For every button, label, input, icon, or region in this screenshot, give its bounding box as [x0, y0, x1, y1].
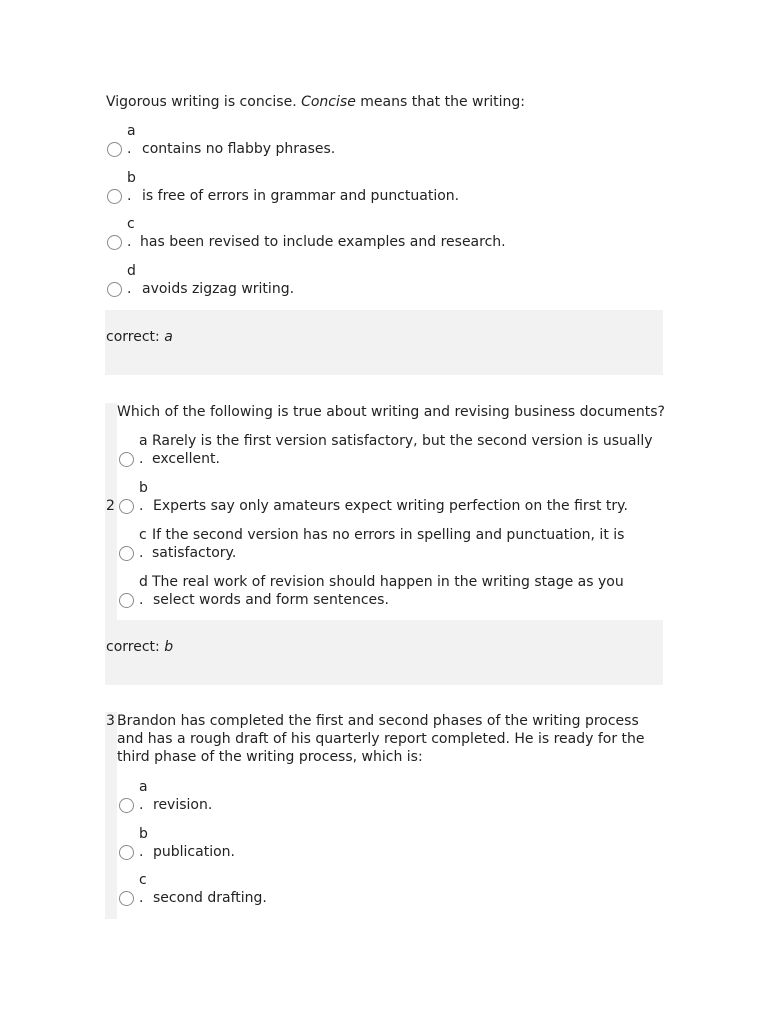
question-1-option-c[interactable]: [106, 215, 526, 253]
question-2-feedback: [105, 620, 663, 685]
question-3-option-a[interactable]: [117, 778, 517, 816]
question-1-option-b[interactable]: [106, 169, 526, 207]
option-letter: d: [127, 263, 136, 279]
question-1-stem: [106, 93, 525, 111]
option-letter: b: [139, 480, 148, 496]
option-letter: a: [127, 123, 136, 139]
correct-label-text: correct:: [106, 639, 165, 655]
option-letter: a: [139, 779, 148, 795]
correct-answer-value: a: [164, 329, 173, 345]
radio-button[interactable]: [107, 142, 122, 157]
option-text-line2: excellent.: [152, 451, 220, 467]
option-text-line2: select words and form sentences.: [153, 592, 389, 608]
option-letter: c: [139, 527, 147, 543]
option-dot: .: [139, 498, 144, 514]
question-3-option-c[interactable]: [117, 871, 517, 909]
option-dot: .: [139, 592, 144, 608]
option-text: avoids zigzag writing.: [142, 281, 295, 297]
option-letter: c: [127, 216, 135, 232]
option-letter: d: [139, 574, 148, 590]
option-dot: .: [139, 451, 144, 467]
option-text-line1: Rarely is the first version satisfactory, but the second version is usually: [152, 433, 653, 449]
option-dot: .: [127, 281, 132, 297]
option-text: revision.: [153, 797, 213, 813]
question-3-stem: [117, 712, 645, 766]
question-1-option-a[interactable]: [106, 122, 526, 160]
option-text: has been revised to include examples and research.: [140, 234, 506, 250]
question-3-bar: [105, 712, 117, 919]
option-dot: .: [139, 545, 144, 561]
option-dot: .: [139, 844, 144, 860]
option-dot: .: [139, 890, 144, 906]
radio-button[interactable]: [119, 452, 134, 467]
question-2-option-a[interactable]: [117, 432, 657, 470]
question-3-stem-line: third phase of the writing process, which is:: [117, 749, 423, 765]
radio-button[interactable]: [119, 546, 134, 561]
question-3-number: 3: [106, 713, 115, 729]
correct-label-text: correct:: [106, 329, 165, 345]
correct-answer-label: [106, 328, 173, 346]
radio-button[interactable]: [119, 798, 134, 813]
question-1-feedback: [105, 310, 663, 375]
option-text: contains no flabby phrases.: [142, 141, 336, 157]
question-1-stem-text-end: means that the writing:: [355, 94, 525, 110]
option-text: is free of errors in grammar and punctuation.: [142, 188, 460, 204]
option-letter: a: [139, 433, 148, 449]
option-text-line1: If the second version has no errors in spelling and punctuation, it is: [152, 527, 625, 543]
option-letter: b: [139, 826, 148, 842]
question-3-stem-line: Brandon has completed the first and second phases of the writing process: [117, 713, 639, 729]
option-letter: c: [139, 872, 147, 888]
question-3-option-b[interactable]: [117, 825, 517, 863]
option-dot: .: [139, 797, 144, 813]
radio-button[interactable]: [107, 235, 122, 250]
correct-answer-value: b: [164, 639, 174, 655]
question-2-option-b[interactable]: [117, 479, 657, 517]
question-2-number: 2: [106, 498, 115, 514]
option-text: second drafting.: [153, 890, 267, 906]
option-dot: .: [127, 234, 132, 250]
question-2-option-d[interactable]: [117, 573, 657, 611]
option-text-line1: The real work of revision should happen in the writing stage as you: [152, 574, 624, 590]
option-dot: .: [127, 188, 132, 204]
question-2-stem: Which of the following is true about writing and revising business documents?: [117, 404, 665, 420]
option-text-line2: satisfactory.: [152, 545, 237, 561]
radio-button[interactable]: [107, 189, 122, 204]
radio-button[interactable]: [119, 845, 134, 860]
question-1-stem-text: Vigorous writing is concise.: [106, 94, 302, 110]
question-1-option-d[interactable]: [106, 262, 526, 300]
radio-button[interactable]: [119, 499, 134, 514]
option-dot: .: [127, 141, 132, 157]
correct-answer-label: [106, 638, 173, 656]
radio-button[interactable]: [107, 282, 122, 297]
question-3-stem-line: and has a rough draft of his quarterly report completed. He is ready for the: [117, 731, 645, 747]
question-2-option-c[interactable]: [117, 526, 657, 564]
question-1-stem-emphasis: Concise: [301, 94, 356, 110]
option-letter: b: [127, 170, 136, 186]
option-text: Experts say only amateurs expect writing perfection on the first try.: [153, 498, 628, 514]
option-text: publication.: [153, 844, 235, 860]
radio-button[interactable]: [119, 593, 134, 608]
radio-button[interactable]: [119, 891, 134, 906]
